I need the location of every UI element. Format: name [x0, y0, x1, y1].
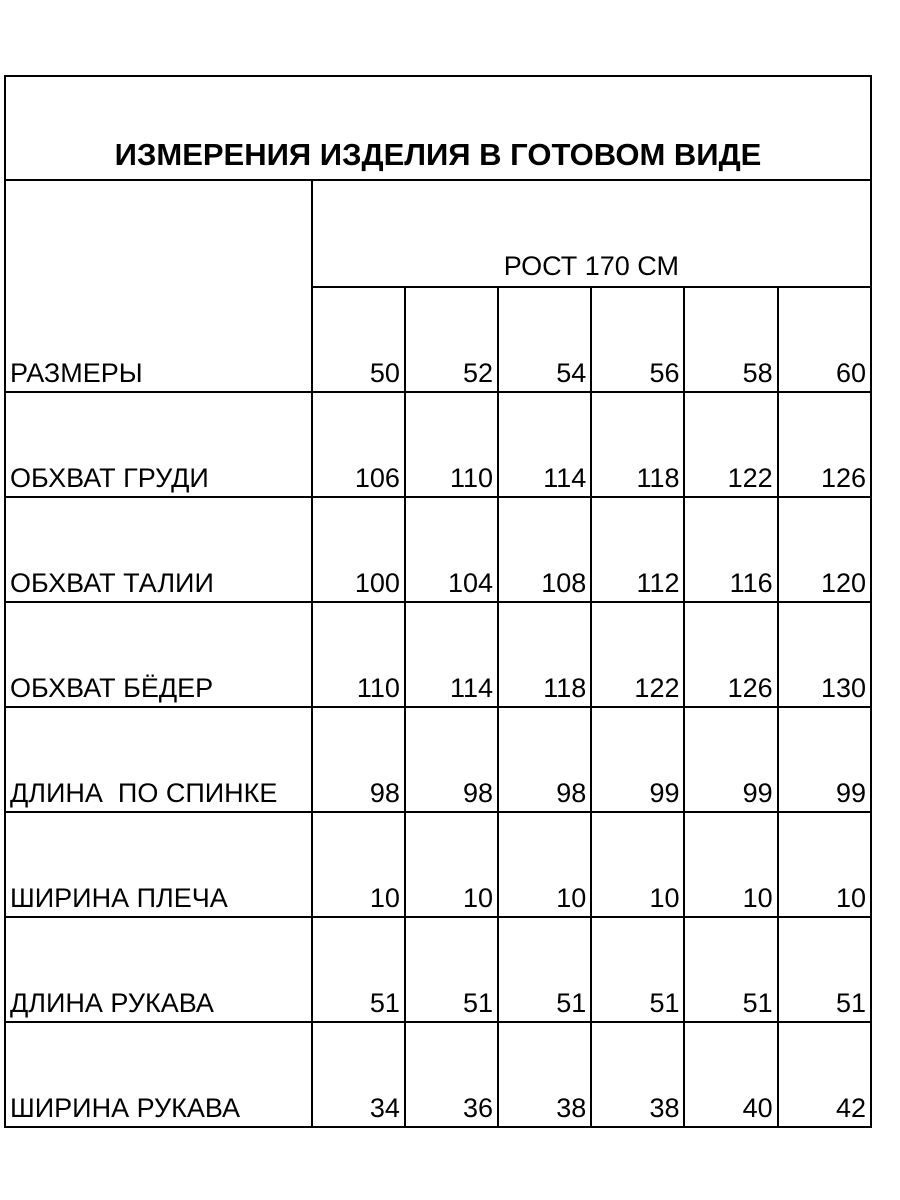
measurement-row — [5, 812, 871, 917]
measurement-value: 38 — [498, 1022, 591, 1127]
height-row — [5, 180, 871, 287]
measurement-label: ОБХВАТ ТАЛИИ — [5, 497, 312, 602]
measurement-value: 108 — [498, 497, 591, 602]
measurement-value: 106 — [312, 392, 405, 497]
measurement-value: 98 — [312, 707, 405, 812]
measurement-value: 118 — [498, 602, 591, 707]
size-value: 58 — [684, 287, 777, 392]
measurement-row — [5, 602, 871, 707]
measurement-value: 10 — [498, 812, 591, 917]
measurement-value: 51 — [312, 917, 405, 1022]
size-value: 54 — [498, 287, 591, 392]
measurement-value: 99 — [778, 707, 871, 812]
measurement-value: 51 — [684, 917, 777, 1022]
measurement-value: 110 — [312, 602, 405, 707]
measurement-value: 120 — [778, 497, 871, 602]
measurement-label: ШИРИНА РУКАВА — [5, 1022, 312, 1127]
measurement-value: 51 — [405, 917, 498, 1022]
measurement-label: ШИРИНА ПЛЕЧА — [5, 812, 312, 917]
size-value: 52 — [405, 287, 498, 392]
measurement-value: 126 — [684, 602, 777, 707]
measurement-value: 51 — [591, 917, 684, 1022]
measurement-row — [5, 917, 871, 1022]
measurement-value: 112 — [591, 497, 684, 602]
measurement-value: 110 — [405, 392, 498, 497]
measurement-value: 99 — [684, 707, 777, 812]
measurement-value: 51 — [778, 917, 871, 1022]
measurement-value: 36 — [405, 1022, 498, 1127]
measurement-value: 38 — [591, 1022, 684, 1127]
measurement-value: 10 — [405, 812, 498, 917]
measurement-value: 99 — [591, 707, 684, 812]
size-value: 56 — [591, 287, 684, 392]
size-chart-table — [4, 75, 872, 1128]
measurement-value: 104 — [405, 497, 498, 602]
measurement-row — [5, 497, 871, 602]
measurement-value: 126 — [778, 392, 871, 497]
size-value: 50 — [312, 287, 405, 392]
measurement-label: ОБХВАТ БЁДЕР — [5, 602, 312, 707]
measurement-value: 118 — [591, 392, 684, 497]
measurement-value: 10 — [684, 812, 777, 917]
title-row — [5, 76, 871, 180]
measurement-value: 10 — [778, 812, 871, 917]
measurement-value: 51 — [498, 917, 591, 1022]
measurement-value: 10 — [312, 812, 405, 917]
measurement-row — [5, 392, 871, 497]
measurement-value: 122 — [591, 602, 684, 707]
measurement-value: 10 — [591, 812, 684, 917]
measurement-value: 34 — [312, 1022, 405, 1127]
measurement-row — [5, 1022, 871, 1127]
measurement-value: 116 — [684, 497, 777, 602]
measurement-label: ДЛИНА РУКАВА — [5, 917, 312, 1022]
measurement-row — [5, 707, 871, 812]
measurement-label: ОБХВАТ ГРУДИ — [5, 392, 312, 497]
sizes-label: РАЗМЕРЫ — [5, 180, 312, 392]
measurement-value: 40 — [684, 1022, 777, 1127]
size-value: 60 — [778, 287, 871, 392]
measurement-value: 114 — [405, 602, 498, 707]
measurement-label: ДЛИНА ПО СПИНКЕ — [5, 707, 312, 812]
measurement-value: 98 — [405, 707, 498, 812]
measurement-value: 122 — [684, 392, 777, 497]
measurement-value: 98 — [498, 707, 591, 812]
table-title: ИЗМЕРЕНИЯ ИЗДЕЛИЯ В ГОТОВОМ ВИДЕ — [5, 76, 871, 180]
measurement-value: 100 — [312, 497, 405, 602]
height-label: РОСТ 170 СМ — [312, 180, 871, 287]
measurement-value: 42 — [778, 1022, 871, 1127]
measurement-value: 130 — [778, 602, 871, 707]
measurement-value: 114 — [498, 392, 591, 497]
